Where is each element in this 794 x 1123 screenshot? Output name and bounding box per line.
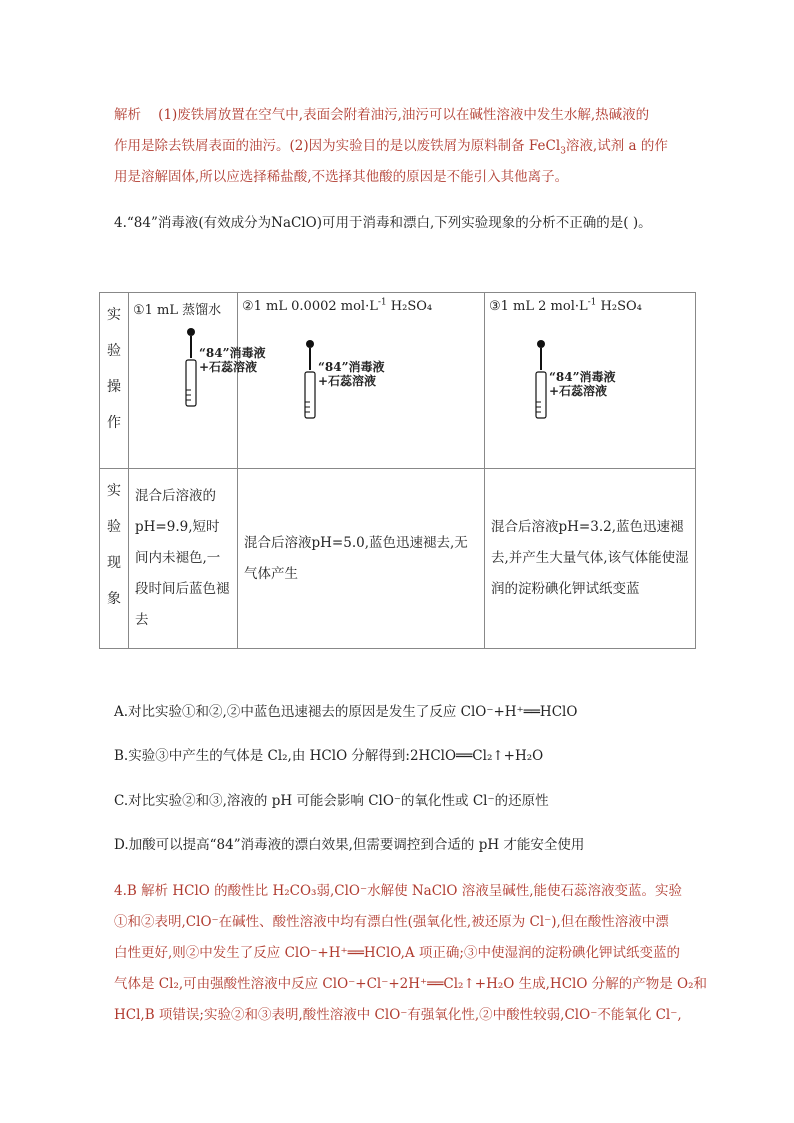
- experiment-1-operation: ①1 mL 蒸馏水 “84”消毒液 +石蕊溶液: [129, 293, 238, 469]
- analysis-line-2: 作用是除去铁屑表面的油污。(2)因为实验目的是以废铁屑为原料制备 FeCl$_3$溶液,试剂 a 的作: [114, 138, 668, 157]
- experiment-3-phenomenon: 混合后溶液pH=3.2,蓝色迅速褪去,并产生大量气体,该气体能使湿润的淀粉碘化钾试纸变蓝: [485, 469, 696, 649]
- row-header-phenomenon: 实 验 现 象: [100, 469, 129, 649]
- experiment-1-phenomenon: 混合后溶液的pH=9.9,短时间内未褪色,一段时间后蓝色褪去: [129, 469, 238, 649]
- experiment-2-operation: ②1 mL 0.0002 $mol\cdot L^{-1}$ H₂SO₄ “84”消毒液 +石蕊溶液: [238, 293, 485, 469]
- experiment-3-operation: ③1 mL 2 $mol\cdot L^{-1}$ H₂SO₄ “84”消毒液 +石蕊溶液: [485, 293, 696, 469]
- test-tube-1-icon: [129, 318, 237, 438]
- experiment-2-phenomenon: 混合后溶液pH=5.0,蓝色迅速褪去,无气体产生: [238, 469, 485, 649]
- experiment-table: [99, 292, 696, 649]
- answer-line-3: 白性更好,则②中发生了反应 ClO⁻+H⁺══HClO,A 项正确;③中使湿润的淀粉碘化钾试纸变蓝的: [114, 945, 680, 961]
- option-d: D.加酸可以提高“84”消毒液的漂白效果,但需要调控到合适的 pH 才能安全使用: [114, 837, 585, 853]
- analysis-label: 解析: [114, 107, 141, 123]
- analysis-line-1: 解析 (1)废铁屑放置在空气中,表面会附着油污,油污可以在碱性溶液中发生水解,热碱液的: [114, 107, 650, 123]
- answer-line-5: HCl,B 项错误;实验②和③表明,酸性溶液中 ClO⁻有强氧化性,②中酸性较弱,ClO⁻不能氧化 Cl⁻,: [114, 1007, 682, 1023]
- option-b: B.实验③中产生的气体是 Cl₂,由 HClO 分解得到:2HClO══Cl₂↑+H₂O: [114, 748, 544, 764]
- tube-label-litmus: +石蕊溶液: [199, 360, 258, 374]
- answer-line-2: ①和②表明,ClO⁻在碱性、酸性溶液中均有漂白性(强氧化性,被还原为 Cl⁻),但在酸性溶液中漂: [114, 914, 669, 930]
- answer-line-4: 气体是 Cl₂,可由强酸性溶液中反应 ClO⁻+Cl⁻+2H⁺══Cl₂↑+H₂O 生成,HClO 分解的产物是 O₂和: [114, 976, 707, 992]
- analysis-line-3: 用是溶解固体,所以应选择稀盐酸,不选择其他酸的原因是不能引入其他离子。: [114, 169, 569, 185]
- row-header-operation: 实 验 操 作: [100, 293, 129, 469]
- option-c: C.对比实验②和③,溶液的 pH 可能会影响 ClO⁻的氧化性或 Cl⁻的还原性: [114, 793, 549, 809]
- question-stem: 4.“84”消毒液(有效成分为NaClO)可用于消毒和漂白,下列实验现象的分析不正确的是( )。: [114, 215, 652, 231]
- option-a: A.对比实验①和②,②中蓝色迅速褪去的原因是发生了反应 ClO⁻+H⁺══HClO: [114, 704, 578, 720]
- answer-line-1: 4.B 解析 HClO 的酸性比 H₂CO₃弱,ClO⁻水解使 NaClO 溶液呈碱性,能使石蕊溶液变蓝。实验: [114, 883, 683, 899]
- tube-label-solution: “84”消毒液: [199, 346, 266, 360]
